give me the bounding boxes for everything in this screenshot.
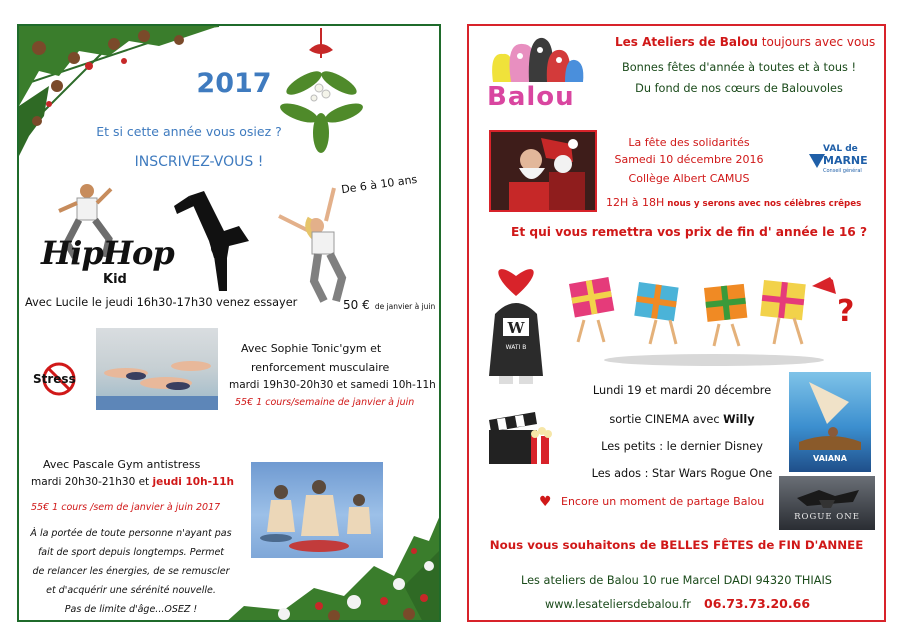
event-time-hours: 12H à 18H	[606, 196, 665, 209]
antistress-schedule-thursday: jeudi 10h-11h	[152, 476, 235, 488]
right-heading-brand: Les Ateliers de Balou	[615, 35, 758, 49]
contact-line	[545, 593, 810, 612]
cinema-clapper-icon	[487, 410, 553, 472]
antistress-price: 55€ 1 cours /sem de janvier à juin 2017	[31, 502, 221, 513]
gym-class-photo	[96, 328, 218, 410]
dancing-presents-image	[564, 274, 864, 369]
hiphop-logo-text: HipHop	[41, 234, 174, 272]
val-logo-line2: MARNE	[823, 154, 868, 167]
rogue-one-movie-poster	[779, 476, 875, 530]
tonic-line2: renforcement musculaire	[251, 361, 390, 374]
prize-question: Et qui vous remettra vos prix de fin d' année le 16 ?	[511, 225, 868, 239]
right-heading-rest: toujours avec vous	[757, 35, 876, 49]
santa-photo	[489, 130, 597, 212]
event-place: Collège Albert CAMUS	[628, 172, 750, 185]
phone-number: 06.73.73.20.66	[704, 596, 811, 611]
antistress-schedule	[31, 476, 234, 488]
event-title: La fête des solidarités	[628, 136, 750, 149]
antistress-desc-line: À la portée de toute personne n'ayant pas	[30, 528, 232, 539]
right-flyer	[467, 24, 886, 622]
hiphop-schedule: Avec Lucile le jeudi 16h30-17h30 venez essayer	[25, 296, 298, 309]
antistress-desc-line: Pas de limite d'âge...OSEZ !	[64, 604, 198, 615]
cinema-outing-host: Willy	[723, 413, 755, 426]
cinema-teens: Les ados : Star Wars Rogue One	[591, 467, 773, 480]
hiphop-price-amount: 50 €	[343, 298, 370, 312]
vaiana-movie-poster	[789, 372, 871, 472]
cinema-outing-text: sortie CINEMA avec	[609, 413, 724, 426]
signup-cta: INSCRIVEZ-VOUS !	[134, 154, 264, 170]
wati-b-mascot-image	[485, 266, 547, 386]
mascot-label: WATI B	[505, 344, 527, 351]
right-heading	[615, 35, 875, 49]
antistress-desc-line: et d'acquérir une sérénité nouvelle.	[46, 585, 216, 596]
tonic-schedule: mardi 19h30-20h30 et samedi 10h-11h	[229, 379, 436, 391]
event-time-note: nous y serons avec nos célèbres crêpes	[664, 199, 862, 209]
val-logo-line1: VAL de	[823, 144, 858, 154]
rogue-one-poster-title: ROGUE ONE	[794, 512, 860, 522]
val-de-marne-logo	[809, 144, 879, 178]
question-mark-icon: ?	[837, 294, 855, 329]
cinema-kids: Les petits : le dernier Disney	[601, 440, 763, 453]
greeting-line1: Bonnes fêtes d'année à toutes et à tous !	[621, 61, 857, 74]
stress-label: Stress	[33, 372, 76, 386]
event-date: Samedi 10 décembre 2016	[614, 153, 764, 166]
event-time	[606, 191, 861, 210]
antistress-desc-line: fait de sport depuis longtemps. Permet	[37, 547, 225, 558]
antistress-schedule-tuesday: mardi 20h30-21h30 et	[31, 476, 150, 488]
holiday-wish: Nous vous souhaitons de BELLES FÊTES de FIN D'ANNEE	[489, 538, 864, 552]
tonic-line1: Avec Sophie Tonic'gym et	[241, 342, 382, 355]
tagline: Et si cette année vous osiez ?	[96, 124, 282, 139]
cinema-outing	[567, 413, 797, 426]
svg-text:W: W	[507, 319, 525, 337]
cinema-dates: Lundi 19 et mardi 20 décembre	[592, 384, 772, 397]
val-logo-line3: Conseil général	[823, 168, 862, 174]
heart-icon: ♥	[539, 494, 552, 510]
balou-logo	[481, 32, 591, 114]
antistress-title: Avec Pascale Gym antistress	[43, 458, 201, 471]
pine-branches-bottom-right	[224, 506, 441, 622]
greeting-line2: Du fond de nos cœurs de Balouvoles	[635, 82, 843, 95]
hiphop-logo	[41, 234, 174, 294]
hiphop-price-note: de janvier à juin	[374, 302, 436, 311]
hiphop-logo-sub: Kid	[103, 272, 127, 287]
antistress-desc-line: de relancer les énergies, de se remuscler	[32, 566, 230, 577]
left-flyer	[17, 24, 441, 622]
girl-dancer-photo	[274, 186, 359, 306]
age-range-label: De 6 à 10 ans	[340, 172, 418, 197]
vaiana-poster-title: VAIANA	[813, 454, 847, 463]
antistress-description	[19, 524, 243, 619]
balou-logo-text: Balou	[487, 82, 575, 112]
year-heading: 2017	[196, 68, 272, 99]
breakdancer-silhouette	[169, 186, 259, 296]
sharing-note: Encore un moment de partage Balou	[561, 495, 765, 508]
contact-address: Les ateliers de Balou 10 rue Marcel DADI 94320 THIAIS	[521, 574, 832, 587]
hiphop-price	[343, 294, 435, 313]
tonic-price: 55€ 1 cours/semaine de janvier à juin	[235, 397, 415, 408]
website-link[interactable]: www.lesateliersdebalou.fr	[545, 598, 691, 611]
barbapapa-characters-image	[485, 32, 585, 84]
